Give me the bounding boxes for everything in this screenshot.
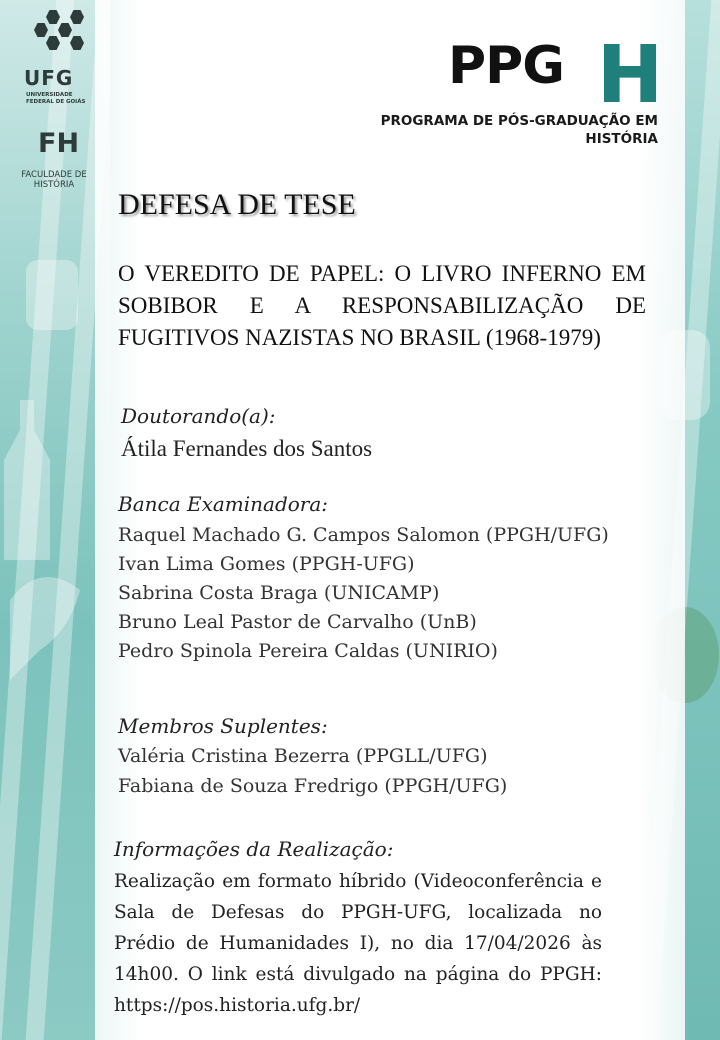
committee-member: Raquel Machado G. Campos Salomon (PPGH/UFG)	[118, 524, 609, 546]
bottle-icon	[0, 390, 60, 570]
candidate-label: Doutorando(a):	[121, 404, 276, 428]
fh-logo-subtitle: FACULDADE DE HISTÓRIA	[21, 170, 87, 190]
alternates-label: Membros Suplentes:	[118, 714, 328, 738]
ufg-logo-text: UFG	[24, 66, 74, 90]
bird-icon	[0, 560, 100, 690]
committee-label: Banca Examinadora:	[118, 492, 329, 516]
info-text: Realização em formato híbrido (Videoconferência e Sala de Defesas do PPGH-UFG, localizada no Prédio de Humanidades I), no dia 17/04/2026 às 14h00. O link está divulgado na página do PPGH: https://pos.historia.ufg.br/	[114, 871, 602, 1016]
fh-logo-text: FH	[38, 128, 80, 159]
ppgh-logo-subtitle: PROGRAMA DE PÓS-GRADUAÇÃO EM HISTÓRIA	[380, 113, 658, 147]
ppgh-logo-text: PPG	[448, 36, 564, 96]
page-title: DEFESA DE TESE	[118, 188, 356, 221]
committee-member: Bruno Leal Pastor de Carvalho (UnB)	[118, 611, 477, 633]
committee-member: Pedro Spinola Pereira Caldas (UNIRIO)	[118, 640, 498, 662]
alternate-member: Fabiana de Souza Fredrigo (PPGH/UFG)	[118, 775, 508, 797]
bread-icon	[20, 250, 90, 340]
candidate-name: Átila Fernandes dos Santos	[121, 436, 373, 461]
committee-member: Sabrina Costa Braga (UNICAMP)	[118, 582, 440, 604]
ufg-logo-subtitle: UNIVERSIDADE FEDERAL DE GOIÁS	[26, 92, 86, 105]
alternate-member: Valéria Cristina Bezerra (PPGLL/UFG)	[118, 745, 488, 767]
info-label: Informações da Realização:	[114, 837, 394, 861]
thesis-title: O VEREDITO DE PAPEL: O LIVRO INFERNO EM SOBIBOR E A RESPONSABILIZAÇÃO DE FUGITIVOS NAZISTAS NO BRASIL (1968-1979)	[118, 261, 646, 350]
committee-member: Ivan Lima Gomes (PPGH-UFG)	[118, 553, 415, 575]
